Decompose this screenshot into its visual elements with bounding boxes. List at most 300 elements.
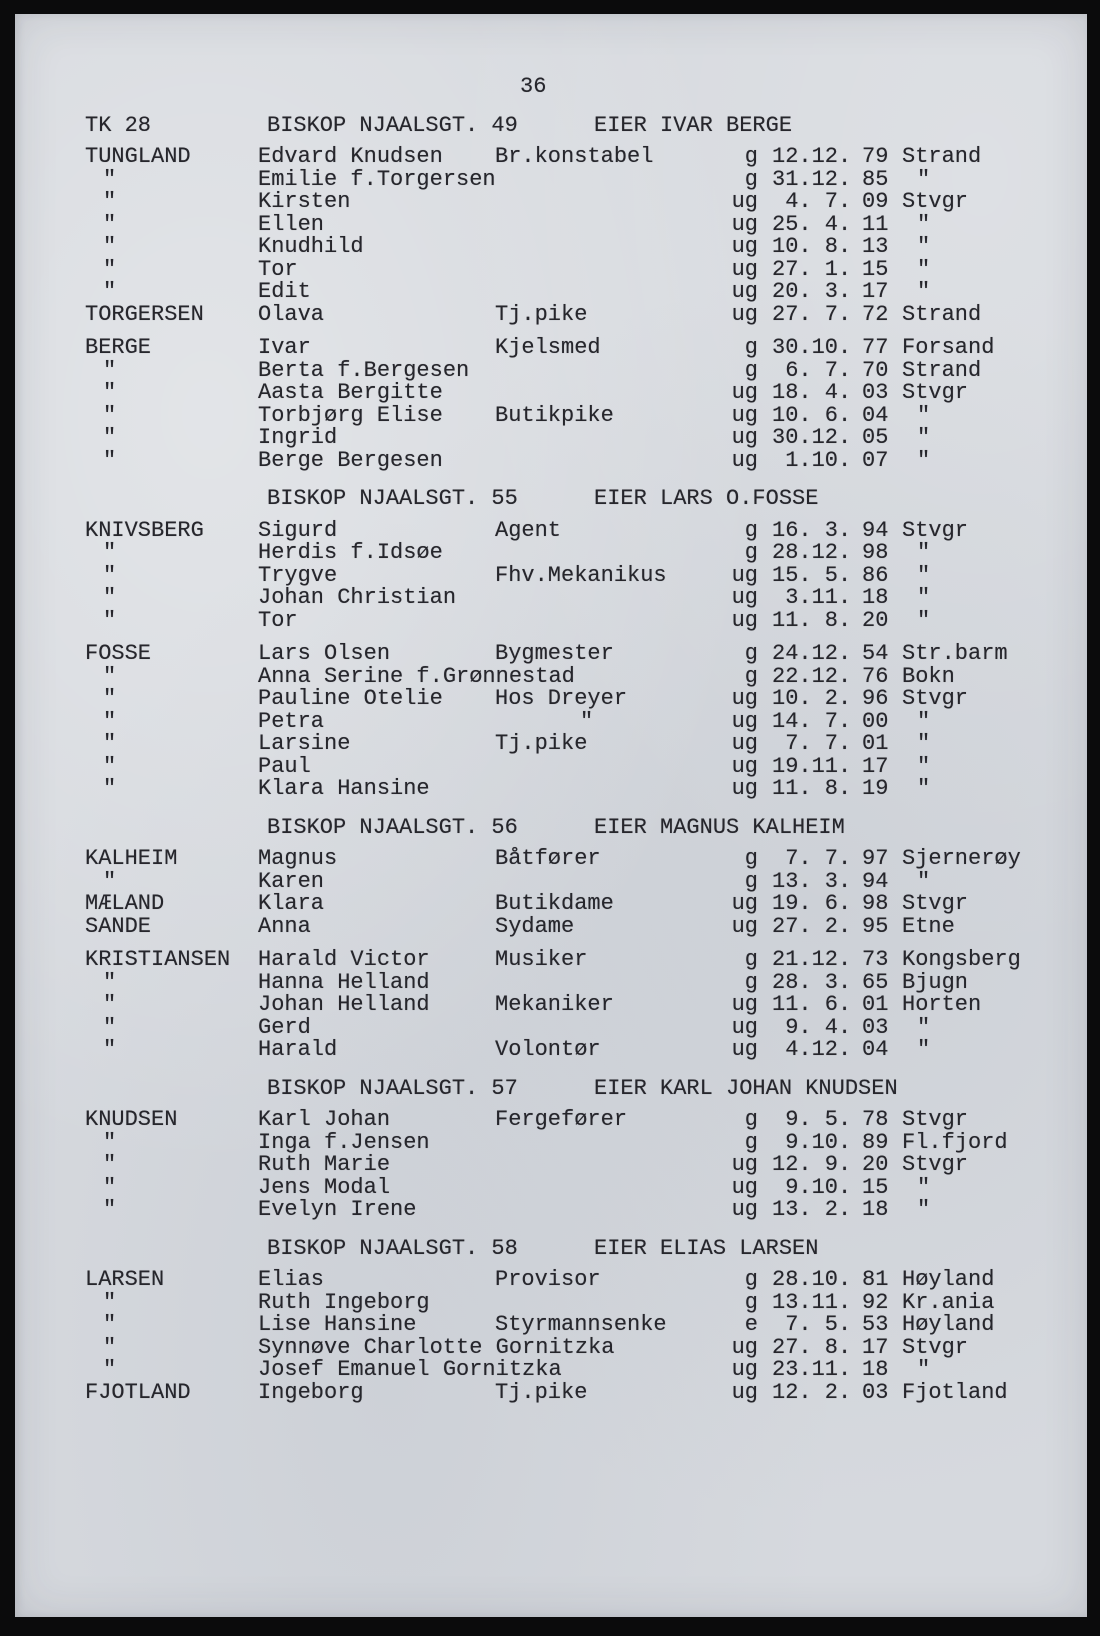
birthyear-cell: 20 bbox=[862, 1152, 889, 1177]
birthyear-cell: 01 bbox=[862, 731, 889, 756]
marital-status-cell: ug bbox=[731, 992, 758, 1017]
surname-cell: " bbox=[103, 540, 117, 565]
given-name-cell: Edvard Knudsen bbox=[258, 144, 443, 169]
surname-cell: " bbox=[103, 1174, 117, 1200]
occupation-cell bbox=[495, 427, 730, 450]
surname-cell: " bbox=[103, 969, 117, 995]
surname-cell: " bbox=[103, 562, 117, 588]
occupation-cell: Br.konstabel bbox=[495, 144, 654, 169]
birthdate-cell: 28.12. bbox=[772, 540, 852, 565]
birthdate-cell: 16. 3. bbox=[772, 517, 852, 543]
birthdate-cell: 20. 3. bbox=[772, 279, 852, 304]
owner-label: EIER IVAR BERGE bbox=[594, 112, 793, 138]
surname-cell: " bbox=[103, 279, 117, 304]
occupation-cell bbox=[495, 610, 730, 633]
birthyear-cell: 17 bbox=[862, 753, 889, 779]
surname-cell: TORGERSEN bbox=[85, 301, 204, 327]
household-group bbox=[15, 848, 1087, 938]
street-address: BISKOP NJAALSGT. 49 bbox=[267, 112, 518, 138]
occupation-cell bbox=[495, 778, 730, 801]
census-row bbox=[15, 949, 1087, 972]
birthplace-cell: Stvgr bbox=[902, 1334, 969, 1360]
birthyear-cell: 53 bbox=[862, 1312, 889, 1337]
surname-cell: " bbox=[103, 776, 117, 801]
birthdate-cell: 27. 2. bbox=[772, 913, 852, 939]
birthplace-cell: " bbox=[917, 234, 931, 259]
given-name-cell: Tor bbox=[258, 256, 298, 282]
marital-status-cell: ug bbox=[731, 425, 758, 450]
birthplace-cell: Sjernerøy bbox=[902, 846, 1021, 871]
register-body bbox=[15, 112, 1087, 1405]
marital-status-cell: ug bbox=[731, 447, 758, 473]
surname-cell: " bbox=[103, 1037, 117, 1062]
marital-status-cell: ug bbox=[731, 256, 758, 282]
birthplace-cell: " bbox=[917, 1174, 931, 1200]
birthplace-cell: " bbox=[917, 1014, 931, 1040]
surname-cell: " bbox=[103, 992, 117, 1017]
birthdate-cell: 4. 7. bbox=[772, 189, 852, 214]
birthyear-cell: 18 bbox=[862, 585, 889, 610]
given-name-cell: Paul bbox=[258, 753, 311, 779]
birthplace-cell: Stvgr bbox=[902, 1152, 969, 1177]
surname-cell: " bbox=[103, 1014, 117, 1040]
occupation-cell: Kjelsmed bbox=[495, 335, 601, 360]
birthplace-cell: Høyland bbox=[902, 1312, 995, 1337]
birthyear-cell: 72 bbox=[862, 301, 889, 327]
marital-status-cell: ug bbox=[731, 708, 758, 734]
birthplace-cell: Bjugn bbox=[902, 969, 969, 995]
occupation-cell bbox=[495, 191, 730, 214]
birthplace-cell: " bbox=[917, 166, 931, 192]
birthplace-cell: Stvgr bbox=[902, 1107, 969, 1132]
surname-cell: " bbox=[103, 1357, 117, 1382]
given-name-cell: Magnus bbox=[258, 846, 338, 871]
census-row bbox=[15, 357, 1087, 383]
tk-label bbox=[85, 817, 267, 840]
surname-cell: " bbox=[103, 211, 117, 237]
birthplace-cell: Fjotland bbox=[902, 1379, 1008, 1405]
birthplace-cell: Strand bbox=[902, 144, 982, 169]
street-address: BISKOP NJAALSGT. 55 bbox=[267, 486, 518, 511]
birthplace-cell: " bbox=[917, 1037, 931, 1062]
occupation-cell bbox=[495, 1359, 730, 1382]
birthyear-cell: 17 bbox=[862, 1334, 889, 1360]
given-name-cell: Harald Victor bbox=[258, 947, 430, 972]
birthplace-cell: Høyland bbox=[902, 1267, 995, 1292]
birthplace-cell: " bbox=[917, 256, 931, 282]
street-address: BISKOP NJAALSGT. 58 bbox=[267, 1235, 518, 1261]
occupation-cell: Tj.pike bbox=[495, 1379, 588, 1405]
paper-sheet bbox=[15, 14, 1087, 1617]
marital-status-cell: g bbox=[744, 1129, 758, 1155]
household-group bbox=[15, 1269, 1087, 1404]
surname-cell: BERGE bbox=[85, 335, 152, 360]
marital-status-cell: ug bbox=[731, 234, 758, 259]
given-name-cell: Trygve bbox=[258, 562, 338, 588]
birthplace-cell: Bokn bbox=[902, 663, 955, 689]
occupation-cell: Hos Dreyer bbox=[495, 686, 628, 711]
census-row bbox=[15, 402, 1087, 428]
occupation-cell: Tj.pike bbox=[495, 301, 588, 327]
marital-status-cell: ug bbox=[731, 380, 758, 405]
census-row bbox=[15, 1154, 1087, 1177]
census-row bbox=[15, 281, 1087, 304]
given-name-cell: Tor bbox=[258, 607, 298, 633]
marital-status-cell: ug bbox=[731, 913, 758, 939]
birthplace-cell: Etne bbox=[902, 913, 955, 939]
birthyear-cell: 97 bbox=[862, 846, 889, 871]
given-name-cell: Inga f.Jensen bbox=[258, 1129, 430, 1155]
given-name-cell: Jens Modal bbox=[258, 1174, 391, 1200]
birthplace-cell: " bbox=[917, 540, 931, 565]
birthdate-cell: 1.10. bbox=[772, 447, 852, 473]
marital-status-cell: g bbox=[744, 947, 758, 972]
birthyear-cell: 04 bbox=[862, 1037, 889, 1062]
birthdate-cell: 27. 7. bbox=[772, 301, 852, 327]
surname-cell: " bbox=[103, 166, 117, 192]
tk-label: TK 28 bbox=[85, 112, 152, 138]
census-row bbox=[15, 607, 1087, 633]
marital-status-cell: ug bbox=[731, 776, 758, 801]
birthplace-cell: " bbox=[917, 447, 931, 473]
marital-status-cell: ug bbox=[731, 1357, 758, 1382]
given-name-cell: Ruth Ingeborg bbox=[258, 1289, 430, 1315]
birthplace-cell: Str.barm bbox=[902, 641, 1008, 666]
occupation-cell bbox=[495, 281, 730, 304]
given-name-cell: Knudhild bbox=[258, 234, 364, 259]
birthdate-cell: 4.12. bbox=[772, 1037, 852, 1062]
occupation-cell bbox=[495, 382, 730, 405]
birthdate-cell: 6. 7. bbox=[772, 357, 852, 383]
birthplace-cell: Stvgr bbox=[902, 686, 969, 711]
census-row bbox=[15, 337, 1087, 360]
given-name-cell: Lise Hansine bbox=[258, 1312, 417, 1337]
marital-status-cell: g bbox=[744, 1289, 758, 1315]
birthdate-cell: 31.12. bbox=[772, 166, 852, 192]
birthplace-cell: Stvgr bbox=[902, 891, 969, 916]
owner-label: EIER LARS O.FOSSE bbox=[594, 486, 819, 511]
occupation-cell bbox=[495, 169, 730, 192]
given-name-cell: Larsine bbox=[258, 731, 351, 756]
given-name-cell: Ingeborg bbox=[258, 1379, 364, 1405]
birthplace-cell: Strand bbox=[902, 357, 982, 383]
birthdate-cell: 11. 6. bbox=[772, 992, 852, 1017]
birthdate-cell: 27. 8. bbox=[772, 1334, 852, 1360]
birthyear-cell: 85 bbox=[862, 166, 889, 192]
surname-cell: " bbox=[103, 1312, 117, 1337]
surname-cell: " bbox=[103, 1289, 117, 1315]
marital-status-cell: ug bbox=[731, 1334, 758, 1360]
birthyear-cell: 11 bbox=[862, 211, 889, 237]
given-name-cell: Berge Bergesen bbox=[258, 447, 443, 473]
birthyear-cell: 18 bbox=[862, 1357, 889, 1382]
birthplace-cell: Stvgr bbox=[902, 189, 969, 214]
surname-cell: LARSEN bbox=[85, 1267, 165, 1292]
marital-status-cell: e bbox=[744, 1312, 758, 1337]
occupation-cell: Styrmannsenke bbox=[495, 1312, 667, 1337]
birthdate-cell: 30.12. bbox=[772, 425, 852, 450]
birthyear-cell: 18 bbox=[862, 1197, 889, 1222]
birthyear-cell: 17 bbox=[862, 279, 889, 304]
surname-cell: " bbox=[103, 189, 117, 214]
surname-cell: " bbox=[103, 447, 117, 473]
surname-cell: " bbox=[103, 402, 117, 428]
marital-status-cell: ug bbox=[731, 1152, 758, 1177]
birthyear-cell: 19 bbox=[862, 776, 889, 801]
birthyear-cell: 13 bbox=[862, 234, 889, 259]
census-row bbox=[15, 1109, 1087, 1132]
given-name-cell: Ellen bbox=[258, 211, 325, 237]
surname-cell: " bbox=[103, 357, 117, 383]
birthplace-cell: " bbox=[917, 425, 931, 450]
occupation-cell bbox=[495, 214, 730, 237]
birthyear-cell: 78 bbox=[862, 1107, 889, 1132]
surname-cell: " bbox=[103, 708, 117, 734]
surname-cell: FOSSE bbox=[85, 641, 152, 666]
surname-cell: FJOTLAND bbox=[85, 1379, 191, 1405]
household-group bbox=[15, 146, 1087, 326]
census-row bbox=[15, 211, 1087, 237]
birthyear-cell: 89 bbox=[862, 1129, 889, 1155]
marital-status-cell: g bbox=[744, 357, 758, 383]
marital-status-cell: g bbox=[744, 868, 758, 894]
marital-status-cell: ug bbox=[731, 402, 758, 428]
birthyear-cell: 04 bbox=[862, 402, 889, 428]
birthplace-cell: Stvgr bbox=[902, 380, 969, 405]
occupation-cell: Provisor bbox=[495, 1267, 601, 1292]
given-name-cell: Karen bbox=[258, 868, 325, 894]
occupation-cell: Bygmester bbox=[495, 641, 614, 666]
occupation-cell bbox=[495, 871, 730, 894]
census-row bbox=[15, 1174, 1087, 1200]
occupation-cell bbox=[495, 666, 730, 689]
birthdate-cell: 22.12. bbox=[772, 663, 852, 689]
occupation-cell bbox=[495, 972, 730, 995]
birthyear-cell: 54 bbox=[862, 641, 889, 666]
birthdate-cell: 23.11. bbox=[772, 1357, 852, 1382]
birthplace-cell: Horten bbox=[902, 992, 982, 1017]
occupation-cell: Butikdame bbox=[495, 891, 614, 916]
given-name-cell: Gerd bbox=[258, 1014, 311, 1040]
marital-status-cell: ug bbox=[731, 686, 758, 711]
section-header bbox=[15, 488, 1087, 511]
birthdate-cell: 19. 6. bbox=[772, 891, 852, 916]
census-row bbox=[15, 1289, 1087, 1315]
birthplace-cell: " bbox=[917, 211, 931, 237]
birthyear-cell: 20 bbox=[862, 607, 889, 633]
census-row bbox=[15, 427, 1087, 450]
birthdate-cell: 3.11. bbox=[772, 585, 852, 610]
given-name-cell: Berta f.Bergesen bbox=[258, 357, 470, 383]
occupation-cell bbox=[495, 1199, 730, 1222]
birthplace-cell: Kr.ania bbox=[902, 1289, 995, 1315]
surname-cell: " bbox=[103, 663, 117, 689]
birthyear-cell: 76 bbox=[862, 663, 889, 689]
birthdate-cell: 10. 2. bbox=[772, 686, 852, 711]
birthdate-cell: 10. 8. bbox=[772, 234, 852, 259]
surname-cell: " bbox=[103, 1152, 117, 1177]
marital-status-cell: g bbox=[744, 663, 758, 689]
birthyear-cell: 00 bbox=[862, 708, 889, 734]
birthdate-cell: 9. 5. bbox=[772, 1107, 852, 1132]
given-name-cell: Sigurd bbox=[258, 517, 338, 543]
owner-label: EIER KARL JOHAN KNUDSEN bbox=[594, 1075, 898, 1101]
surname-cell: KNIVSBERG bbox=[85, 517, 204, 543]
given-name-cell: Evelyn Irene bbox=[258, 1197, 417, 1222]
occupation-cell bbox=[495, 756, 730, 779]
given-name-cell: Anna Serine f.Grønnestad bbox=[258, 663, 575, 689]
birthdate-cell: 30.10. bbox=[772, 335, 852, 360]
birthplace-cell: Kongsberg bbox=[902, 947, 1021, 972]
birthplace-cell: " bbox=[917, 753, 931, 779]
given-name-cell: Elias bbox=[258, 1267, 325, 1292]
marital-status-cell: ug bbox=[731, 1014, 758, 1040]
census-row bbox=[15, 1334, 1087, 1360]
occupation-cell bbox=[495, 1132, 730, 1155]
birthplace-cell: Stvgr bbox=[902, 517, 969, 543]
occupation-cell: Sydame bbox=[495, 913, 575, 939]
marital-status-cell: ug bbox=[731, 1037, 758, 1062]
marital-status-cell: g bbox=[744, 1107, 758, 1132]
marital-status-cell: g bbox=[744, 540, 758, 565]
occupation-cell bbox=[495, 450, 730, 473]
birthyear-cell: 95 bbox=[862, 913, 889, 939]
given-name-cell: Pauline Otelie bbox=[258, 686, 443, 711]
given-name-cell: Kirsten bbox=[258, 189, 351, 214]
birthyear-cell: 94 bbox=[862, 517, 889, 543]
birthplace-cell: Forsand bbox=[902, 335, 995, 360]
birthdate-cell: 11. 8. bbox=[772, 607, 852, 633]
surname-cell: " bbox=[103, 585, 117, 610]
occupation-cell bbox=[495, 1292, 730, 1315]
birthdate-cell: 19.11. bbox=[772, 753, 852, 779]
given-name-cell: Klara Hansine bbox=[258, 776, 430, 801]
surname-cell: " bbox=[103, 256, 117, 282]
marital-status-cell: g bbox=[744, 1267, 758, 1292]
surname-cell: SANDE bbox=[85, 913, 152, 939]
census-row bbox=[15, 1269, 1087, 1292]
birthdate-cell: 7. 5. bbox=[772, 1312, 852, 1337]
surname-cell: " bbox=[103, 753, 117, 779]
census-row bbox=[15, 969, 1087, 995]
birthplace-cell: Fl.fjord bbox=[902, 1129, 1008, 1155]
census-row bbox=[15, 663, 1087, 689]
census-row bbox=[15, 517, 1087, 543]
street-address: BISKOP NJAALSGT. 57 bbox=[267, 1075, 518, 1101]
marital-status-cell: ug bbox=[731, 607, 758, 633]
census-row bbox=[15, 587, 1087, 610]
birthdate-cell: 15. 5. bbox=[772, 562, 852, 588]
birthyear-cell: 65 bbox=[862, 969, 889, 995]
birthyear-cell: 92 bbox=[862, 1289, 889, 1315]
surname-cell: " bbox=[103, 868, 117, 894]
household-group bbox=[15, 517, 1087, 633]
surname-cell: MÆLAND bbox=[85, 891, 165, 916]
marital-status-cell: g bbox=[744, 969, 758, 995]
birthdate-cell: 12. 2. bbox=[772, 1379, 852, 1405]
census-row bbox=[15, 913, 1087, 939]
given-name-cell: Hanna Helland bbox=[258, 969, 430, 995]
page-number: 36 bbox=[520, 74, 547, 99]
marital-status-cell: ug bbox=[731, 891, 758, 916]
occupation-cell: Fergefører bbox=[495, 1107, 628, 1132]
given-name-cell: Aasta Bergitte bbox=[258, 380, 443, 405]
census-row bbox=[15, 1359, 1087, 1382]
census-row bbox=[15, 848, 1087, 871]
occupation-cell bbox=[495, 259, 730, 282]
census-row bbox=[15, 643, 1087, 666]
marital-status-cell: ug bbox=[731, 562, 758, 588]
marital-status-cell: ug bbox=[731, 731, 758, 756]
tk-label bbox=[85, 1078, 267, 1101]
given-name-cell: Ingrid bbox=[258, 425, 338, 450]
surname-cell: KRISTIANSEN bbox=[85, 947, 231, 972]
tk-label bbox=[85, 1238, 267, 1261]
occupation-cell bbox=[495, 236, 730, 259]
birthdate-cell: 12.12. bbox=[772, 144, 852, 169]
census-row bbox=[15, 146, 1087, 169]
household-group bbox=[15, 949, 1087, 1062]
marital-status-cell: g bbox=[744, 335, 758, 360]
birthyear-cell: 03 bbox=[862, 380, 889, 405]
birthdate-cell: 14. 7. bbox=[772, 708, 852, 734]
marital-status-cell: ug bbox=[731, 1197, 758, 1222]
occupation-cell: " bbox=[580, 708, 594, 734]
marital-status-cell: ug bbox=[731, 1174, 758, 1200]
birthplace-cell: " bbox=[917, 279, 931, 304]
section-header bbox=[15, 1075, 1087, 1101]
given-name-cell: Petra bbox=[258, 708, 325, 734]
given-name-cell: Emilie f.Torgersen bbox=[258, 166, 496, 192]
birthplace-cell: " bbox=[917, 562, 931, 588]
census-row bbox=[15, 191, 1087, 214]
occupation-cell bbox=[495, 542, 730, 565]
marital-status-cell: ug bbox=[731, 301, 758, 327]
birthplace-cell: Strand bbox=[902, 301, 982, 327]
birthdate-cell: 9.10. bbox=[772, 1174, 852, 1200]
surname-cell: " bbox=[103, 425, 117, 450]
census-row bbox=[15, 1129, 1087, 1155]
section-header bbox=[15, 1235, 1087, 1261]
given-name-cell: Herdis f.Idsøe bbox=[258, 540, 443, 565]
surname-cell: " bbox=[103, 686, 117, 711]
birthyear-cell: 73 bbox=[862, 947, 889, 972]
occupation-cell: Musiker bbox=[495, 947, 588, 972]
owner-label: EIER MAGNUS KALHEIM bbox=[594, 814, 845, 840]
owner-label: EIER ELIAS LARSEN bbox=[594, 1235, 819, 1261]
street-address: BISKOP NJAALSGT. 56 bbox=[267, 814, 518, 840]
census-row bbox=[15, 733, 1087, 756]
birthplace-cell: " bbox=[917, 731, 931, 756]
marital-status-cell: g bbox=[744, 144, 758, 169]
given-name-cell: Harald bbox=[258, 1037, 338, 1062]
surname-cell: " bbox=[103, 234, 117, 259]
birthdate-cell: 7. 7. bbox=[772, 846, 852, 871]
birthdate-cell: 13. 2. bbox=[772, 1197, 852, 1222]
birthyear-cell: 70 bbox=[862, 357, 889, 383]
census-row bbox=[15, 256, 1087, 282]
given-name-cell: Ivar bbox=[258, 335, 311, 360]
occupation-cell: Volontør bbox=[495, 1037, 601, 1062]
birthyear-cell: 81 bbox=[862, 1267, 889, 1292]
census-row bbox=[15, 868, 1087, 894]
birthyear-cell: 07 bbox=[862, 447, 889, 473]
birthdate-cell: 13.11. bbox=[772, 1289, 852, 1315]
occupation-cell: Båtfører bbox=[495, 846, 601, 871]
occupation-cell: Fhv.Mekanikus bbox=[495, 562, 667, 588]
census-row bbox=[15, 1014, 1087, 1040]
occupation-cell: Tj.pike bbox=[495, 731, 588, 756]
